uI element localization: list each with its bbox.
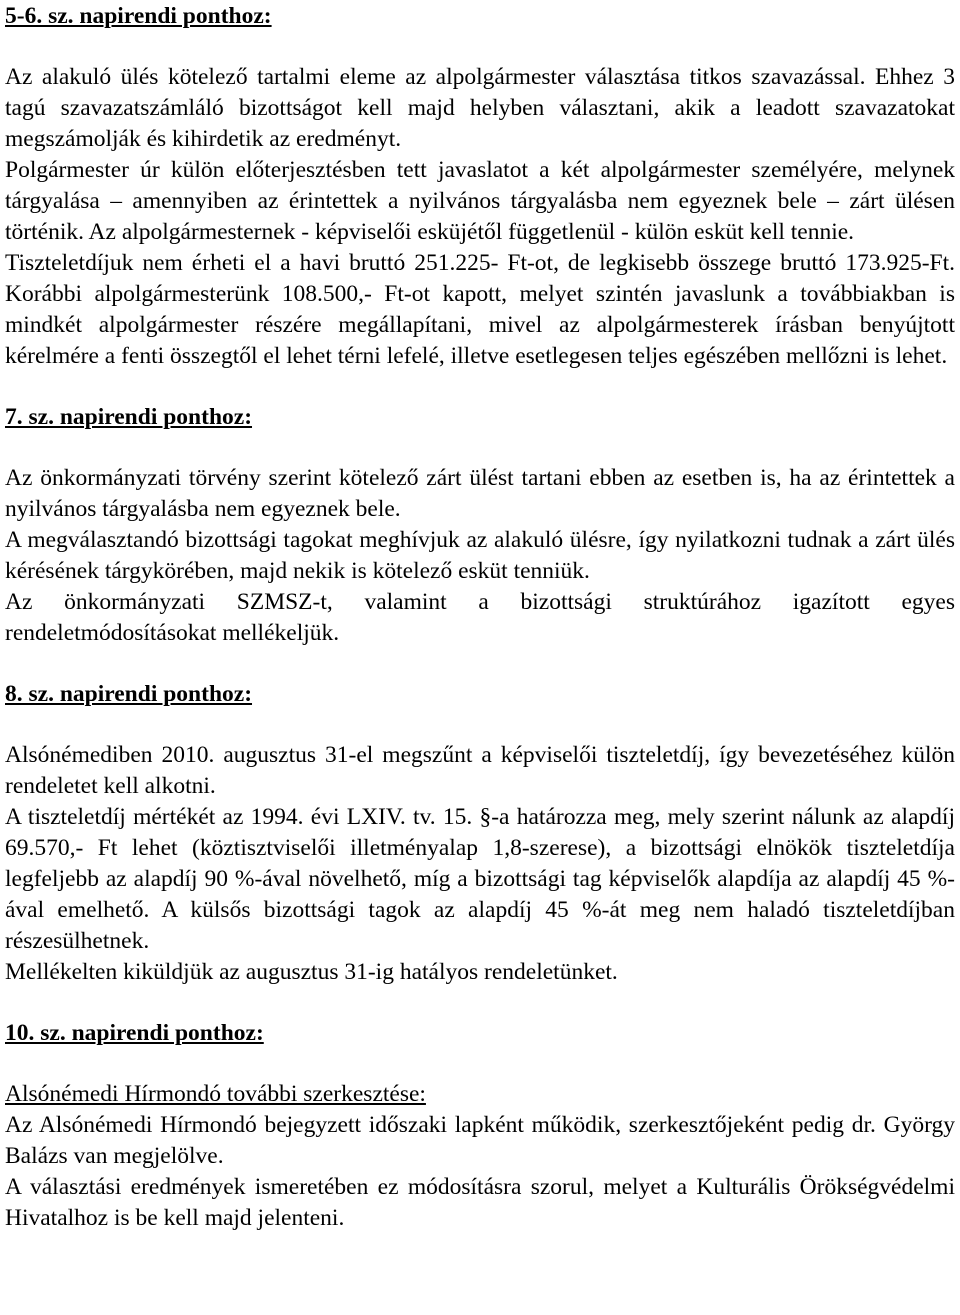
paragraph: Polgármester úr külön előterjesztésben tett javaslatot a két alpolgármester személyére, melynek tárgyalása – amennyiben az érintettek a nyilvános tárgyalásba nem egyeznek bele – zárt ülésen történik. Az alpolgármesternek - képviselői esküjétől függetlenül - külön esküt kell tennie. <box>5 157 955 245</box>
paragraph: A tiszteletdíj mértékét az 1994. évi LXIV. tv. 15. §-a határozza meg, mely szerint nálunk az alapdíj 69.570,- Ft lehet (köztisztviselői illetményalap 1,8-szerese), a bizottsági elnökök tiszteletdíja legfeljebb az alapdíj 90 %-ával növelhető, míg a bizottsági tag képviselők alapdíja az alapdíj 45 %-ával emelhető. A külsős bizottsági tagok az alapdíj 45 %-át meg nem haladó tiszteletdíjban részesülhetnek. <box>5 804 955 954</box>
document-page <box>5 0 955 1234</box>
paragraph: Az alakuló ülés kötelező tartalmi eleme az alpolgármester választása titkos szavazással. Ehhez 3 tagú szavazatszámláló bizottságot kell majd helyben választani, akik a leadott szavazatokat megszámolják és kihirdetik az eredményt. <box>5 64 955 152</box>
paragraph: Az önkormányzati SZMSZ-t, valamint a bizottsági struktúrához igazított egyes rendeletmódosításokat mellékeljük. <box>5 589 955 646</box>
paragraph: Az Alsónémedi Hírmondó bejegyzett időszaki lapként működik, szerkesztőjeként pedig dr. György Balázs van megjelölve. <box>5 1112 955 1169</box>
section-heading-10: 10. sz. napirendi ponthoz: <box>5 1020 264 1046</box>
paragraph: A választási eredmények ismeretében ez módosításra szorul, melyet a Kulturális Örökségvédelmi Hivatalhoz is be kell majd jelenteni. <box>5 1174 955 1231</box>
section-subheading: Alsónémedi Hírmondó további szerkesztése: <box>5 1081 426 1107</box>
spacer <box>5 433 955 463</box>
paragraph: Tiszteletdíjuk nem érheti el a havi bruttó 251.225- Ft-ot, de legkisebb összege bruttó 173.925-Ft. Korábbi alpolgármesterünk 108.500,- Ft-ot kapott, melyet szintén javaslunk a továbbiakban is mindkét alpolgármester részére megállapítani, mivel az alpolgármesterek írásban benyújtott kérelmére a fenti összegtől el lehet térni lefelé, illetve esetlegesen teljes egészében mellőzni is lehet. <box>5 250 955 369</box>
spacer <box>5 710 955 740</box>
paragraph: A megválasztandó bizottsági tagokat meghívjuk az alakuló ülésre, így nyilatkozni tudnak a zárt ülés kérésének tárgykörében, majd nekik is kötelező esküt tenniük. <box>5 527 955 584</box>
paragraph: Mellékelten kiküldjük az augusztus 31-ig hatályos rendeletünket. <box>5 959 618 985</box>
section-heading-8: 8. sz. napirendi ponthoz: <box>5 681 253 707</box>
spacer <box>5 649 955 679</box>
spacer <box>5 372 955 402</box>
spacer <box>5 988 955 1018</box>
section-heading-7: 7. sz. napirendi ponthoz: <box>5 404 253 430</box>
spacer <box>5 1049 955 1079</box>
paragraph: Alsónémediben 2010. augusztus 31-el megszűnt a képviselői tiszteletdíj, így bevezetéséhez külön rendeletet kell alkotni. <box>5 742 955 799</box>
section-heading-5-6: 5-6. sz. napirendi ponthoz: <box>5 3 272 29</box>
spacer <box>5 32 955 62</box>
paragraph: Az önkormányzati törvény szerint kötelező zárt ülést tartani ebben az esetben is, ha az érintettek a nyilvános tárgyalásba nem egyeznek bele. <box>5 465 955 522</box>
